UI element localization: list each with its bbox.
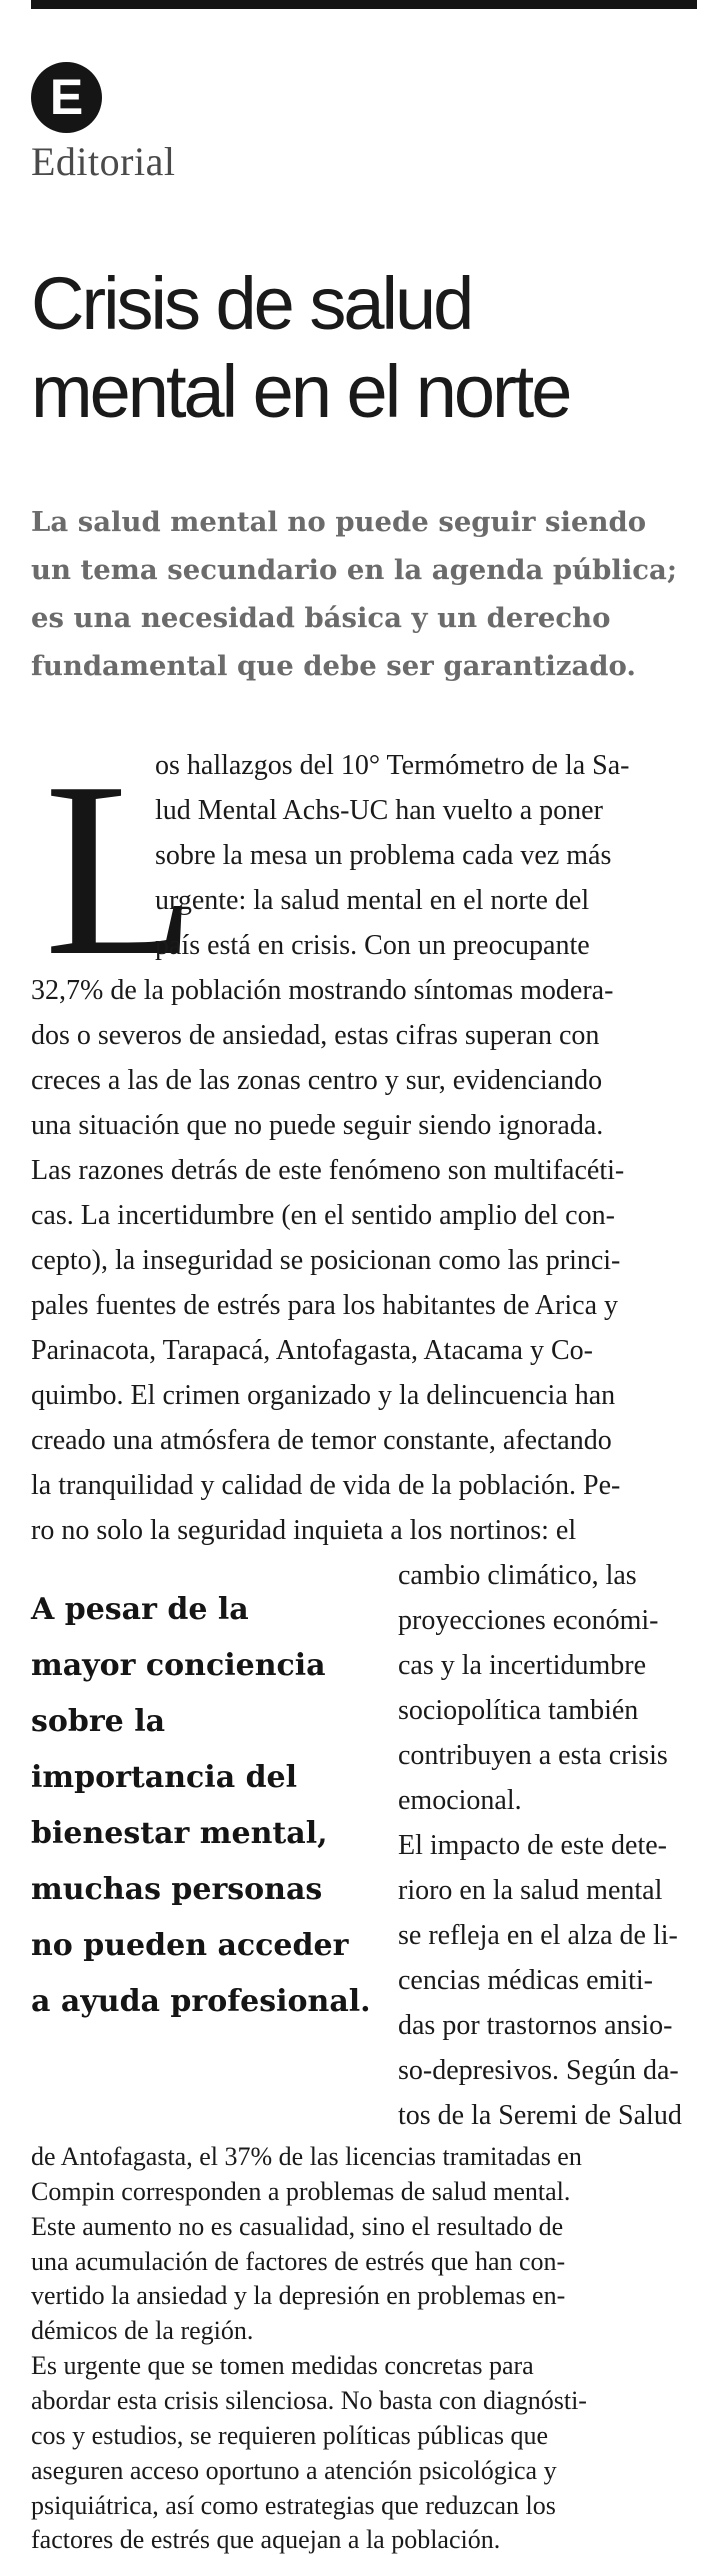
body-line: se refleja en el alza de li- [398, 1920, 678, 1951]
body-line: cos y estudios, se requieren políticas públicas que [31, 2420, 548, 2450]
body-line: rioro en la salud mental [398, 1875, 663, 1906]
body-line: pales fuentes de estrés para los habitantes de Arica y [31, 1290, 619, 1321]
body-line: abordar esta crisis silenciosa. No basta con diagnósti- [31, 2386, 587, 2416]
body-line: de Antofagasta, el 37% de las licencias tramitadas en [31, 2142, 582, 2171]
body-line: lud Mental Achs-UC han vuelto a poner [155, 795, 603, 826]
pull-quote-line: a ayuda profesional. [31, 1984, 371, 2019]
body-line: la tranquilidad y calidad de vida de la población. Pe- [31, 1470, 621, 1501]
body-line: tos de la Seremi de Salud [398, 2100, 682, 2131]
body-line: vertido la ansiedad y la depresión en problemas en- [31, 2281, 566, 2311]
body-line: démicos de la región. [31, 2316, 254, 2346]
body-line: 32,7% de la población mostrando síntomas modera- [31, 975, 614, 1006]
body-line: creces a las de las zonas centro y sur, evidenciando [31, 1065, 603, 1096]
body-line: sobre la mesa un problema cada vez más [155, 840, 612, 871]
subtitle-line: La salud mental no puede seguir siendo [31, 506, 647, 538]
body-line: emocional. [398, 1785, 522, 1816]
body-line: Es urgente que se tomen medidas concretas para [31, 2351, 534, 2381]
body-line: Las razones detrás de este fenómeno son multifacéti- [31, 1155, 625, 1186]
pull-quote-line: importancia del [31, 1760, 298, 1795]
body-line: so-depresivos. Según da- [398, 2055, 679, 2086]
body-line: urgente: la salud mental en el norte del [155, 885, 590, 916]
body-line: El impacto de este dete- [398, 1830, 667, 1861]
body-line: país está en crisis. Con un preocupante [155, 930, 590, 961]
body-line: os hallazgos del 10° Termómetro de la Sa- [155, 750, 630, 781]
body-line: Este aumento no es casualidad, sino el resultado de [31, 2211, 564, 2241]
title-line: Crisis de salud [31, 262, 472, 345]
body-line: cas. La incertidumbre (en el sentido amplio del con- [31, 1200, 615, 1231]
pull-quote-line: bienestar mental, [31, 1816, 328, 1851]
body-line: cambio climático, las [398, 1560, 637, 1591]
article-subtitle [31, 498, 701, 690]
body-line: aseguren acceso oportuno a atención psicológica y [31, 2455, 557, 2485]
body-line: creado una atmósfera de temor constante, afectando [31, 1425, 612, 1456]
section-label: Editorial [31, 139, 176, 184]
body-line: quimbo. El crimen organizado y la delincuencia han [31, 1380, 616, 1411]
pull-quote-line: mayor conciencia [31, 1648, 326, 1683]
body-line: cepto), la inseguridad se posicionan como las princi- [31, 1245, 621, 1276]
body-line: cas y la incertidumbre [398, 1650, 647, 1681]
body-line: proyecciones económi- [398, 1605, 659, 1636]
body-line: Compin corresponden a problemas de salud mental. [31, 2176, 571, 2206]
body-line: psiquiátrica, así como estrategias que reduzcan los [31, 2490, 556, 2520]
pull-quote-line: sobre la [31, 1704, 166, 1739]
body-line: contribuyen a esta crisis [398, 1740, 668, 1771]
pull-quote-line: no pueden acceder [31, 1928, 349, 1963]
body-line: dos o severos de ansiedad, estas cifras superan con [31, 1020, 600, 1051]
body-line: das por trastornos ansio- [398, 2010, 673, 2041]
subtitle-line: fundamental que debe ser garantizado. [31, 650, 636, 682]
body-line: una acumulación de factores de estrés que han con- [31, 2246, 566, 2276]
pull-quote-line: muchas personas [31, 1872, 323, 1907]
editorial-badge: E [31, 62, 102, 133]
body-line: ro no solo la seguridad inquieta a los nortinos: el [31, 1515, 577, 1546]
body-line: una situación que no puede seguir siendo ignorada. [31, 1110, 604, 1141]
drop-cap: L [44, 731, 197, 1008]
body-line: factores de estrés que aquejan a la población. [31, 2525, 501, 2555]
body-line: sociopolítica también [398, 1695, 639, 1726]
title-line: mental en el norte [31, 350, 570, 433]
article-title [31, 260, 711, 436]
top-rule [31, 0, 697, 9]
subtitle-line: un tema secundario en la agenda pública; [31, 554, 677, 586]
subtitle-line: es una necesidad básica y un derecho [31, 602, 611, 634]
pull-quote-line: A pesar de la [31, 1592, 249, 1627]
body-line: cencias médicas emiti- [398, 1965, 653, 1996]
body-line: Parinacota, Tarapacá, Antofagasta, Atacama y Co- [31, 1335, 593, 1366]
